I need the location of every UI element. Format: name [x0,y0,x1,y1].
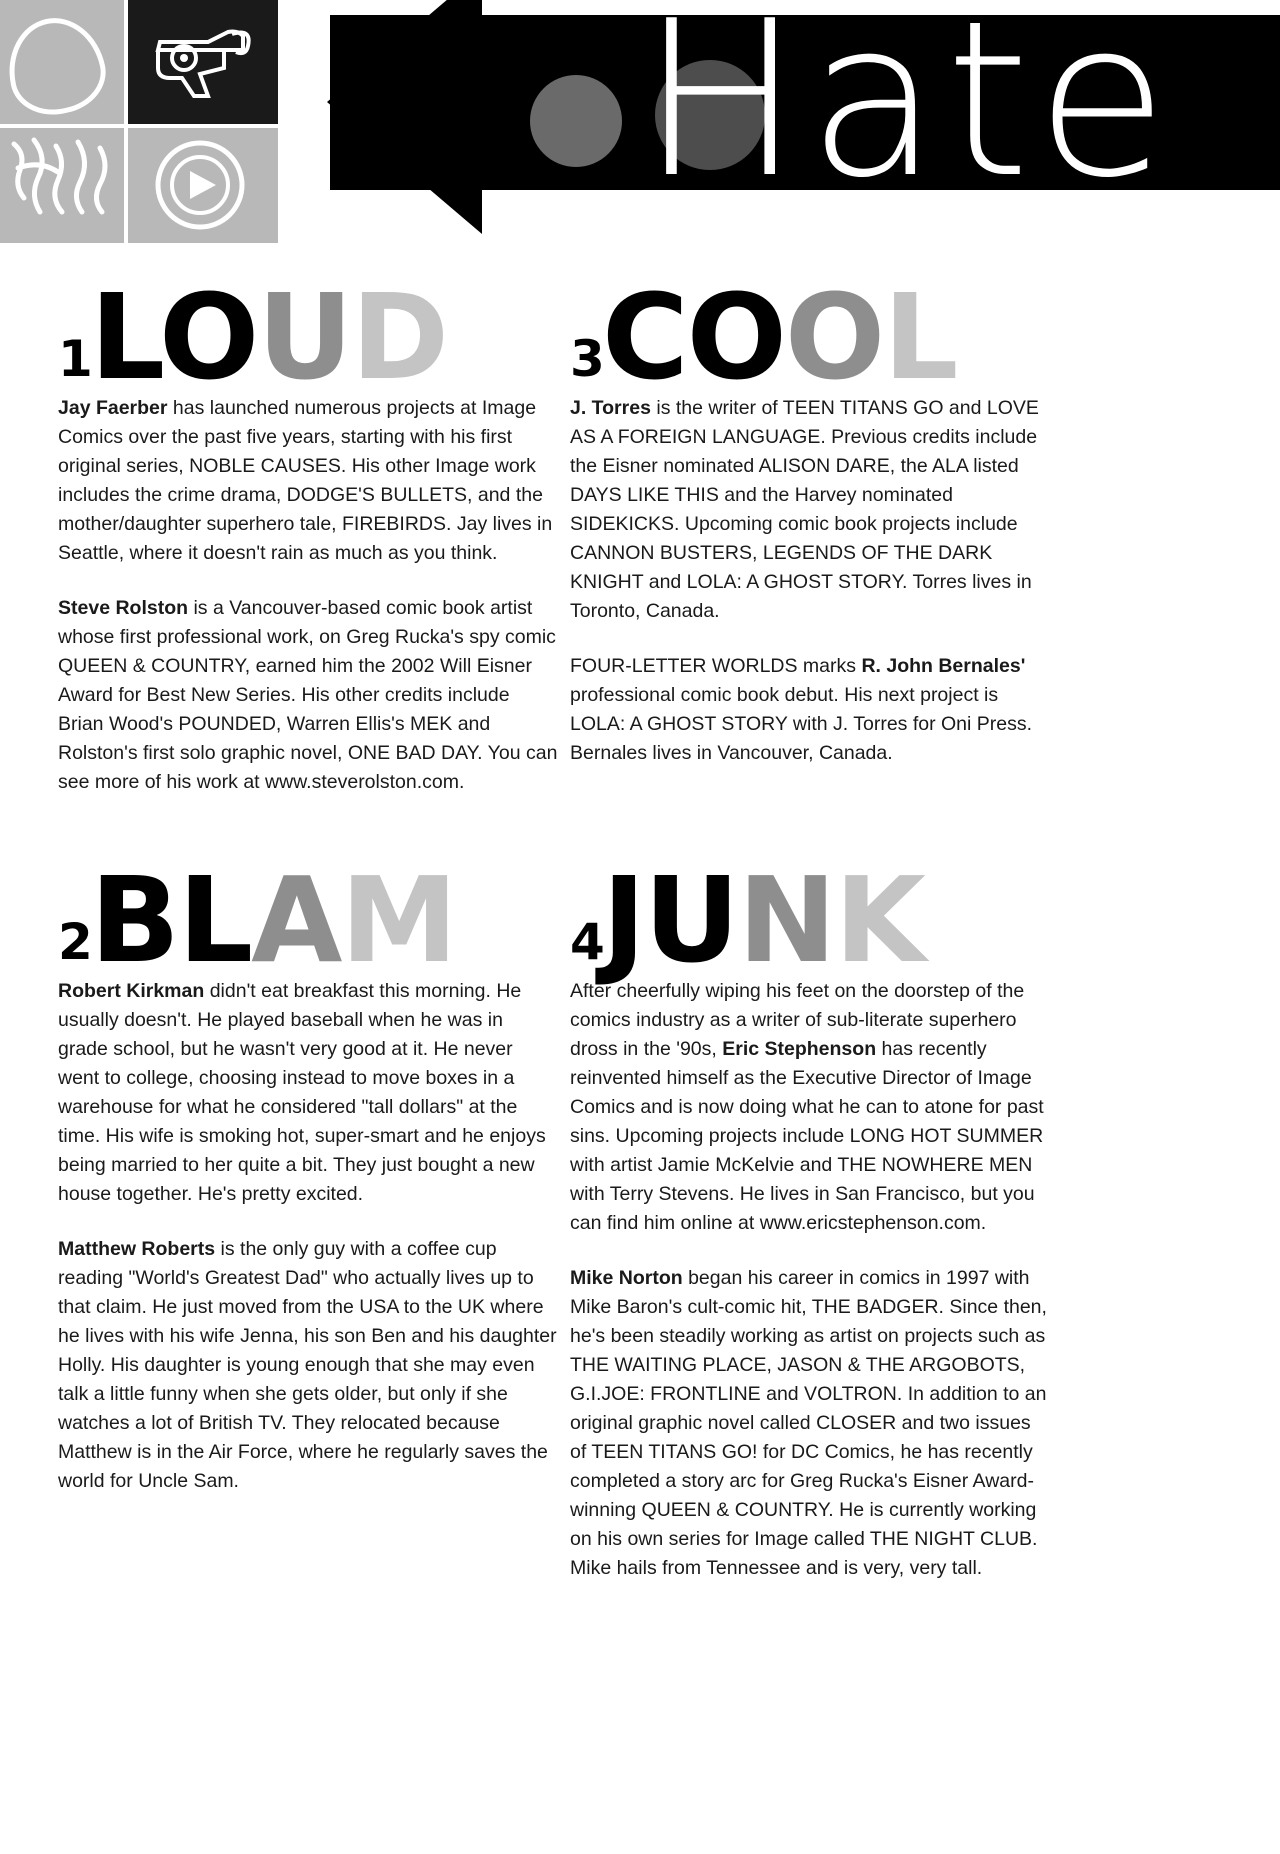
bio-name: R. John Bernales' [861,655,1026,677]
bio-text: began his career in comics in 1997 with Mike Baron's cult-comic hit, THE BADGER. Since then, he's been steadily working as artist on projects such as THE WAITING PLACE, JASON & THE ARGOBOTS, G.I.JOE: FRONTLINE and VOLTRON. In addition to an original graphic novel called CLOSER and two issues of TEEN TITANS GO! for DC Comics, he has recently completed a story arc for Greg Rucka's Eisner Award-winning QUEEN & COUNTRY. He is currently working on his own series for Image called THE NIGHT CLUB. Mike hails from Tennessee and is very, very tall. [570,1267,1047,1579]
section-cool [570,262,1115,794]
section-number: 3 [570,330,605,388]
section-number: 1 [58,330,93,388]
banner-dot-one [530,75,622,167]
bio-paragraph [58,394,558,568]
page-header-banner [0,0,1280,285]
word-letter: L [177,851,252,989]
bio-name: Eric Stephenson [722,1038,877,1060]
word-letter: B [90,851,178,989]
bio-text: didn't eat breakfast this morning. He usually doesn't. He played baseball when he was in grade school, but he wasn't very good at it. He never went to college, choosing instead to move boxes in a warehouse for what he considered "tall dollars" at the time. His wife is smoking hot, super-smart and he enjoys being married to her quite a bit. They just bought a new house together. He's pretty excited. [58,980,546,1205]
bio-text: is the only guy with a coffee cup reading "World's Greatest Dad" who actually lives up to that claim. He just moved from the USA to the UK where he lives with his wife Jenna, his son Ben and his daughter Holly. His daughter is young enough that she may even talk a little funny when she gets older, but only if she watches a lot of British TV. They relocated because Matthew is in the Air Force, where he regularly saves the world for Uncle Sam. [58,1238,557,1492]
section-word [90,268,448,406]
word-letter: U [257,268,352,406]
heart-outline-icon [0,0,124,124]
section-word [602,851,924,989]
word-letter: O [686,268,785,406]
bio-name: Jay Faerber [58,397,168,419]
section-number: 4 [570,913,605,971]
word-letter: N [737,851,835,989]
word-letter: U [643,851,738,989]
bio-name: Steve Rolston [58,597,189,619]
bio-paragraph [570,394,1050,626]
section-loud [58,262,603,823]
word-letter: K [834,851,924,989]
section-junk [570,845,1115,1609]
word-letter: C [602,268,687,406]
play-circle-icon [128,128,278,243]
section-blam [58,845,603,1522]
bio-paragraph [58,594,558,797]
word-letter: O [784,268,884,406]
word-letter: L [883,268,957,406]
word-letter: J [602,851,644,989]
word-letter: M [340,851,456,989]
bio-text: has launched numerous projects at Image Comics over the past five years, starting with his first original series, NOBLE CAUSES. His other Image work includes the crime drama, DODGE'S BULLETS, and the mother/daughter superhero tale, FIREBIRDS. Jay lives in Seattle, where it doesn't rain as much as you think. [58,397,553,564]
section-word [602,268,957,406]
section-heading-junk [570,845,1115,989]
section-word [90,851,456,989]
bio-text: is the writer of TEEN TITANS GO and LOVE AS A FOREIGN LANGUAGE. Previous credits include the Eisner nominated ALISON DARE, the ALA listed DAYS LIKE THIS and the Harvey nominated SIDEKICKS. Upcoming comic book projects include CANNON BUSTERS, LEGENDS OF THE DARK KNIGHT and LOLA: A GHOST STORY. Torres lives in Toronto, Canada. [570,397,1039,622]
word-letter: L [90,268,159,406]
word-letter: D [351,268,448,406]
bio-paragraph [570,1264,1050,1583]
word-letter: A [251,851,341,989]
revolver-icon [128,0,278,124]
section-heading-cool [570,262,1115,406]
bio-paragraph [58,977,558,1209]
bio-pretext: FOUR-LETTER WORLDS marks [570,655,862,677]
section-heading-loud [58,262,603,406]
bio-text: is a Vancouver-based comic book artist whose first professional work, on Greg Rucka's spy comic QUEEN & COUNTRY, earned him the 2002 Will Eisner Award for Best New Series. His other credits include Brian Wood's POUNDED, Warren Ellis's MEK and Rolston's first solo graphic novel, ONE BAD DAY. You can see more of his work at www.steverolston.com. [58,597,558,793]
word-letter: O [158,268,258,406]
section-number: 2 [58,913,93,971]
bio-name: Robert Kirkman [58,980,205,1002]
section-heading-blam [58,845,603,989]
left-arrow-icon [327,0,482,234]
banner-title: Hate [640,0,1174,225]
bio-paragraph [570,977,1050,1238]
bio-name: J. Torres [570,397,651,419]
bio-text: has recently reinvented himself as the Executive Director of Image Comics and is now doing what he can to atone for past sins. Upcoming projects include LONG HOT SUMMER with artist Jamie McKelvie and THE NOWHERE MEN with Terry Stevens. He lives in San Francisco, but you can find him online at www.ericstephenson.com. [570,1038,1044,1234]
bio-paragraph [570,652,1050,768]
bio-paragraph [58,1235,558,1496]
scribble-icon [0,128,124,243]
bio-name: Matthew Roberts [58,1238,216,1260]
bio-pretext: After cheerfully wiping his feet on the doorstep of the comics industry as a writer of sub-literate superhero dross in the '90s, [570,980,1025,1060]
bio-text: professional comic book debut. His next project is LOLA: A GHOST STORY with J. Torres for Oni Press. Bernales lives in Vancouver, Canada. [570,684,1033,764]
bio-name: Mike Norton [570,1267,683,1289]
